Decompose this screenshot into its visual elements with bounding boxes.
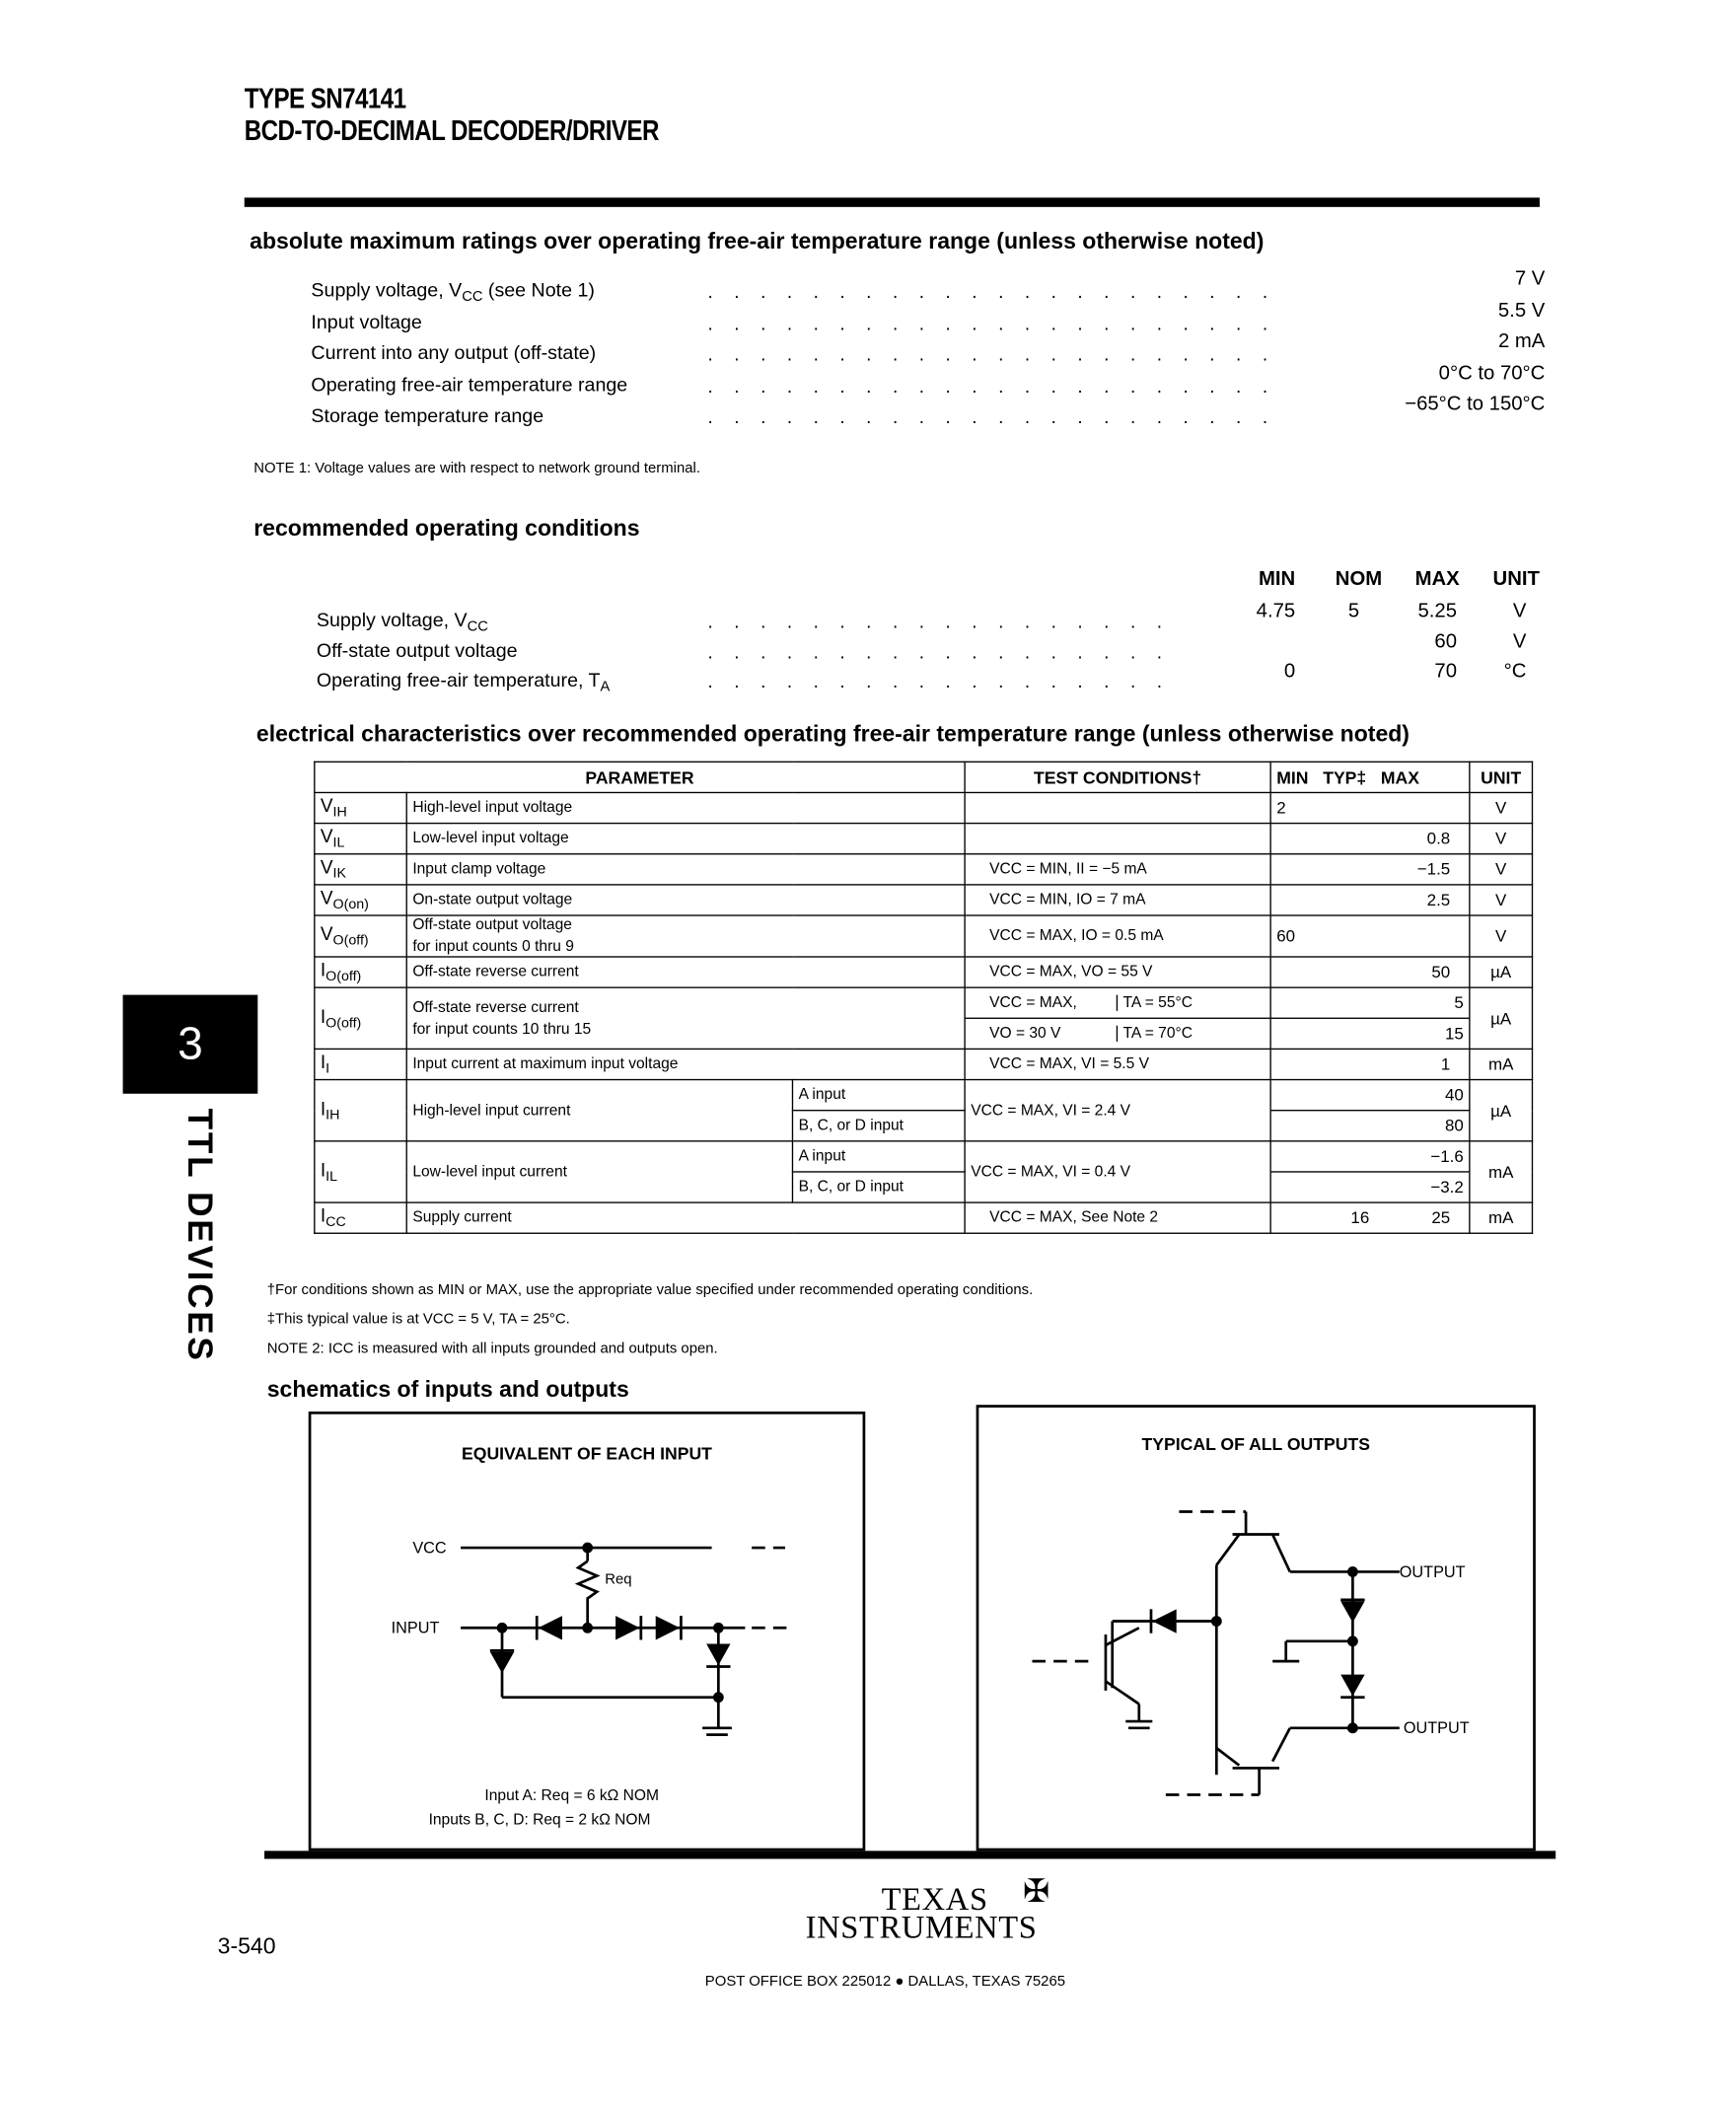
test-condition: VCC = MAX, VI = 0.4 V	[965, 1141, 1270, 1202]
test-condition: VCC = MIN, IO = 7 mA	[965, 885, 1270, 915]
max-value: 25	[1431, 1208, 1451, 1228]
col-unit: UNIT	[1492, 567, 1540, 591]
footnote: NOTE 2: ICC is measured with all inputs grounded and outputs open.	[266, 1341, 718, 1357]
rec-max: 60	[1434, 629, 1457, 653]
abs-max-value: 7 V	[1514, 266, 1546, 290]
max-value: −1.5	[1416, 859, 1451, 879]
elec-title: electrical characteristics over recommended operating free-air temperature range (unless otherwise noted)	[255, 721, 1410, 747]
abs-max-label: Storage temperature range	[311, 405, 544, 428]
max-value: 80	[1270, 1111, 1470, 1141]
test-condition: VCC = MAX, VO = 55 V	[965, 957, 1270, 987]
leader-dots: . . . . . . . . . . . . . . . . . . . . . .	[707, 374, 1276, 397]
param-desc: Input current at maximum input voltage	[406, 1049, 965, 1079]
max-value: −3.2	[1270, 1172, 1470, 1202]
req-note-a: Input A: Req = 6 kΩ NOM	[484, 1787, 659, 1804]
unit: mA	[1470, 1141, 1533, 1202]
section-tab: 3	[123, 995, 258, 1094]
unit: mA	[1470, 1202, 1533, 1233]
leader-dots: . . . . . . . . . . . . . . . . . . . . . .	[707, 405, 1276, 428]
param-symbol: $I_I$	[315, 1049, 406, 1079]
test-condition: VCC = MAX,	[989, 994, 1077, 1011]
input-a: A input	[792, 1080, 965, 1111]
param-symbol: $I_{IL}$	[315, 1141, 406, 1202]
leader-dots: . . . . . . . . . . . . . . . . . . . . . .	[707, 312, 1276, 333]
footer-rule	[264, 1851, 1555, 1858]
test-condition: VCC = MAX, VI = 2.4 V	[965, 1080, 1270, 1141]
param-symbol: $V_{IK}$	[315, 854, 406, 885]
param-desc: Low-level input current	[406, 1141, 792, 1202]
th-min: MIN	[1276, 766, 1309, 788]
unit: µA	[1470, 1080, 1533, 1141]
abs-max-label: Supply voltage, $V_{CC}$ (see Note 1)	[311, 280, 595, 306]
note-1: NOTE 1: Voltage values are with respect to network ground terminal.	[253, 461, 701, 477]
th-max: MAX	[1380, 766, 1420, 788]
param-symbol: $V_{IL}$	[315, 824, 406, 854]
temp-condition: TA = 55°C	[1117, 995, 1193, 1011]
test-condition: VO = 30 V	[989, 1025, 1061, 1042]
th-typ: TYP‡	[1323, 766, 1367, 788]
rec-max: 5.25	[1417, 599, 1457, 622]
table-row	[315, 957, 1533, 987]
table-row	[315, 885, 1533, 915]
rec-nom: 5	[1347, 599, 1360, 622]
test-condition: VCC = MAX, See Note 2	[965, 1202, 1270, 1233]
unit: V	[1470, 854, 1533, 885]
unit: V	[1470, 824, 1533, 854]
rec-min: 0	[1283, 659, 1296, 683]
header-rule	[245, 197, 1540, 206]
temp-condition: TA = 70°C	[1117, 1026, 1193, 1042]
rec-unit: °C	[1503, 659, 1527, 683]
rec-label: Supply voltage, $V_{CC}$	[316, 610, 488, 635]
param-symbol: $I_{O(off)}$	[315, 987, 406, 1049]
footnote: †For conditions shown as MIN or MAX, use the appropriate value specified under recommended operating conditions.	[266, 1281, 1034, 1298]
param-symbol: $V_{O(on)}$	[315, 885, 406, 915]
th-parameter: PARAMETER	[315, 762, 965, 792]
unit: µA	[1470, 987, 1533, 1049]
col-max: MAX	[1414, 567, 1460, 591]
page-number: 3-540	[217, 1933, 276, 1960]
input-schematic-title: EQUIVALENT OF EACH INPUT	[462, 1443, 712, 1464]
logo-text-1: TEXAS	[881, 1882, 988, 1919]
address: POST OFFICE BOX 225012 ● DALLAS, TEXAS 75265	[704, 1973, 1066, 1991]
part-type: TYPE SN74141	[244, 84, 406, 115]
rec-label: Operating free-air temperature, $T_A$	[316, 670, 611, 695]
min-value: 60	[1276, 926, 1296, 946]
abs-max-label: Input voltage	[311, 312, 422, 333]
input-bcd: B, C, or D input	[792, 1111, 965, 1141]
table-row	[315, 1049, 1533, 1079]
rec-max: 70	[1434, 659, 1457, 683]
rec-title: recommended operating conditions	[253, 515, 640, 542]
rec-unit: V	[1512, 629, 1527, 653]
param-desc: Off-state output voltage for input counts 0 thru 9	[406, 915, 965, 957]
leader-dots: . . . . . . . . . . . . . . . . . .	[707, 640, 1171, 662]
table-row	[315, 987, 1533, 1018]
rec-unit: V	[1512, 599, 1527, 622]
page-title: BCD-TO-DECIMAL DECODER/DRIVER	[244, 115, 659, 147]
param-desc: High-level input current	[406, 1080, 792, 1141]
max-value: 15	[1270, 1018, 1470, 1049]
param-desc: Supply current	[406, 1202, 965, 1233]
param-desc: On-state output voltage	[406, 885, 965, 915]
unit: V	[1470, 915, 1533, 957]
leader-dots: . . . . . . . . . . . . . . . . . .	[707, 670, 1171, 692]
leader-dots: . . . . . . . . . . . . . . . . . . . . . .	[707, 280, 1276, 302]
abs-max-value: 5.5 V	[1497, 298, 1546, 322]
table-row	[315, 854, 1533, 885]
test-condition: VCC = MIN, II = −5 mA	[965, 854, 1270, 885]
param-symbol: $V_{O(off)}$	[315, 915, 406, 957]
th-test-conditions: TEST CONDITIONS†	[965, 762, 1270, 792]
col-min: MIN	[1258, 567, 1296, 591]
table-row	[315, 1141, 1533, 1172]
max-value: 0.8	[1426, 829, 1451, 848]
param-symbol: $I_{IH}$	[315, 1080, 406, 1141]
table-row	[315, 824, 1533, 854]
param-desc: Input clamp voltage	[406, 854, 965, 885]
rec-min: 4.75	[1256, 599, 1296, 622]
footnote: ‡This typical value is at VCC = 5 V, TA = 25°C.	[266, 1311, 570, 1328]
max-value: 2.5	[1426, 890, 1451, 909]
typ-value: 16	[1350, 1208, 1370, 1228]
req-note-bcd: Inputs B, C, D: Req = 2 kΩ NOM	[428, 1812, 651, 1829]
abs-max-value: −65°C to 150°C	[1405, 393, 1546, 416]
abs-max-title: absolute maximum ratings over operating free-air temperature range (unless otherwise noted)	[250, 228, 1265, 254]
max-value: 1	[1440, 1054, 1451, 1074]
electrical-characteristics-table	[314, 762, 1533, 1234]
param-symbol: $I_{CC}$	[315, 1202, 406, 1233]
vcc-label: VCC	[412, 1538, 447, 1558]
abs-max-value: 0°C to 70°C	[1438, 361, 1546, 385]
input-a: A input	[792, 1141, 965, 1172]
leader-dots: . . . . . . . . . . . . . . . . . .	[707, 610, 1171, 632]
output-circuit-diagram	[978, 1408, 1533, 1849]
abs-max-label: Operating free-air temperature range	[311, 374, 628, 397]
output-schematic-title: TYPICAL OF ALL OUTPUTS	[1141, 1433, 1370, 1455]
input-bcd: B, C, or D input	[792, 1172, 965, 1202]
param-desc: Low-level input voltage	[406, 824, 965, 854]
unit: V	[1470, 885, 1533, 915]
param-symbol: $V_{IH}$	[315, 792, 406, 823]
output-label-2: OUTPUT	[1403, 1718, 1470, 1738]
test-condition: VCC = MAX, IO = 0.5 mA	[965, 915, 1270, 957]
table-row	[315, 915, 1533, 957]
col-nom: NOM	[1335, 567, 1383, 591]
rec-label: Off-state output voltage	[316, 640, 518, 662]
table-row	[315, 1080, 1533, 1111]
table-row	[315, 1202, 1533, 1233]
input-label: INPUT	[391, 1618, 440, 1637]
param-desc: High-level input voltage	[406, 792, 965, 823]
unit: V	[1470, 792, 1533, 823]
ti-logo-icon: ✠	[1023, 1873, 1050, 1910]
min-value: 2	[1276, 798, 1286, 818]
test-condition	[965, 792, 1270, 823]
max-value: 50	[1431, 963, 1451, 982]
th-unit: UNIT	[1470, 762, 1533, 792]
max-value: 40	[1270, 1080, 1470, 1111]
test-condition: VCC = MAX, VI = 5.5 V	[965, 1049, 1270, 1079]
schematics-title: schematics of inputs and outputs	[266, 1376, 629, 1403]
max-value: −1.6	[1270, 1141, 1470, 1172]
section-label: TTL DEVICES	[180, 1108, 221, 1363]
test-condition	[965, 824, 1270, 854]
table-row	[315, 792, 1533, 823]
output-label-1: OUTPUT	[1399, 1561, 1466, 1581]
unit: mA	[1470, 1049, 1533, 1079]
leader-dots: . . . . . . . . . . . . . . . . . . . . . .	[707, 342, 1276, 365]
max-value: 5	[1270, 987, 1470, 1018]
logo-text-2: INSTRUMENTS	[805, 1911, 1038, 1946]
output-schematic	[976, 1405, 1536, 1851]
input-schematic	[309, 1412, 866, 1851]
param-desc: Off-state reverse current	[406, 957, 965, 987]
ti-logo	[788, 1873, 1055, 1947]
unit: µA	[1470, 957, 1533, 987]
abs-max-value: 2 mA	[1497, 329, 1546, 353]
param-desc: Off-state reverse current for input counts 10 thru 15	[406, 987, 965, 1049]
param-symbol: $I_{O(off)}$	[315, 957, 406, 987]
abs-max-label: Current into any output (off-state)	[311, 342, 597, 365]
req-label: Req	[605, 1571, 632, 1588]
